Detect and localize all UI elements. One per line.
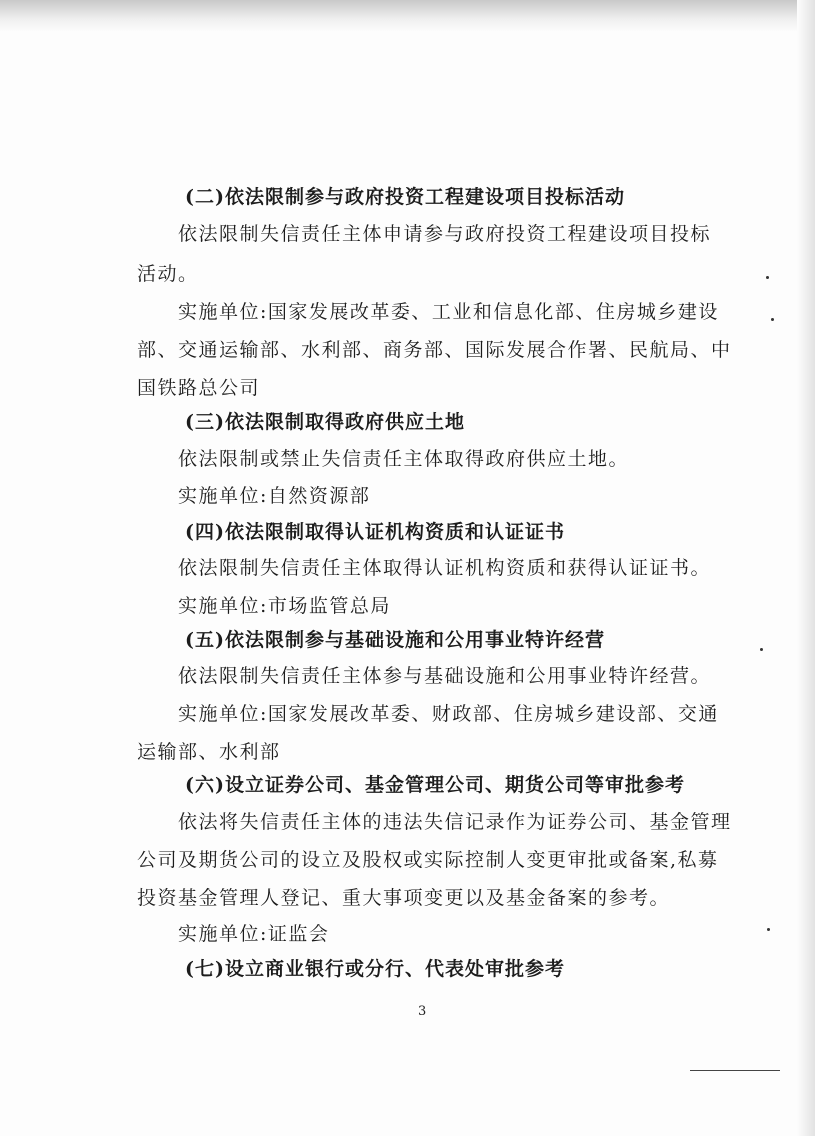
paragraph-line: 投资基金管理人登记、重大事项变更以及基金备案的参考。 [137,887,671,909]
section-heading-6: (六)设立证券公司、基金管理公司、期货公司等审批参考 [185,774,685,796]
scan-speck [771,318,774,321]
section-heading-5: (五)依法限制参与基础设施和公用事业特许经营 [185,629,605,651]
paragraph-line: 运输部、水利部 [137,741,281,763]
paragraph-line: 依法限制失信责任主体申请参与政府投资工程建设项目投标 [178,223,712,245]
paragraph-line: 实施单位:自然资源部 [178,485,371,507]
scan-right-edge [797,0,815,1136]
paragraph-line: 实施单位:市场监管总局 [178,595,391,617]
paragraph-line: 公司及期货公司的设立及股权或实际控制人变更审批或备案,私募 [137,849,719,871]
paragraph-line: 实施单位:证监会 [178,923,330,945]
section-heading-2: (二)依法限制参与政府投资工程建设项目投标活动 [185,186,625,208]
paragraph-line: 依法限制或禁止失信责任主体取得政府供应土地。 [178,448,630,470]
paragraph-line: 依法限制失信责任主体参与基础设施和公用事业特许经营。 [178,665,712,687]
paragraph-line: 实施单位:国家发展改革委、工业和信息化部、住房城乡建设 [178,301,719,323]
scan-speck [760,648,763,651]
page-number: 3 [418,1004,427,1019]
paragraph-line: 依法限制失信责任主体取得认证机构资质和获得认证证书。 [178,557,712,579]
section-heading-4: (四)依法限制取得认证机构资质和认证证书 [185,521,565,543]
paragraph-line: 活动。 [137,263,199,285]
paragraph-line: 国铁路总公司 [137,377,261,399]
footer-rule [690,1070,780,1071]
section-heading-7: (七)设立商业银行或分行、代表处审批参考 [185,958,565,980]
scan-top-edge [0,0,815,32]
paragraph-line: 依法将失信责任主体的违法失信记录作为证券公司、基金管理 [178,811,732,833]
scan-speck [767,928,770,931]
scan-speck [766,276,769,279]
paragraph-line: 部、交通运输部、水利部、商务部、国际发展合作署、民航局、中 [137,339,732,361]
section-heading-3: (三)依法限制取得政府供应土地 [185,411,465,433]
paragraph-line: 实施单位:国家发展改革委、财政部、住房城乡建设部、交通 [178,703,719,725]
